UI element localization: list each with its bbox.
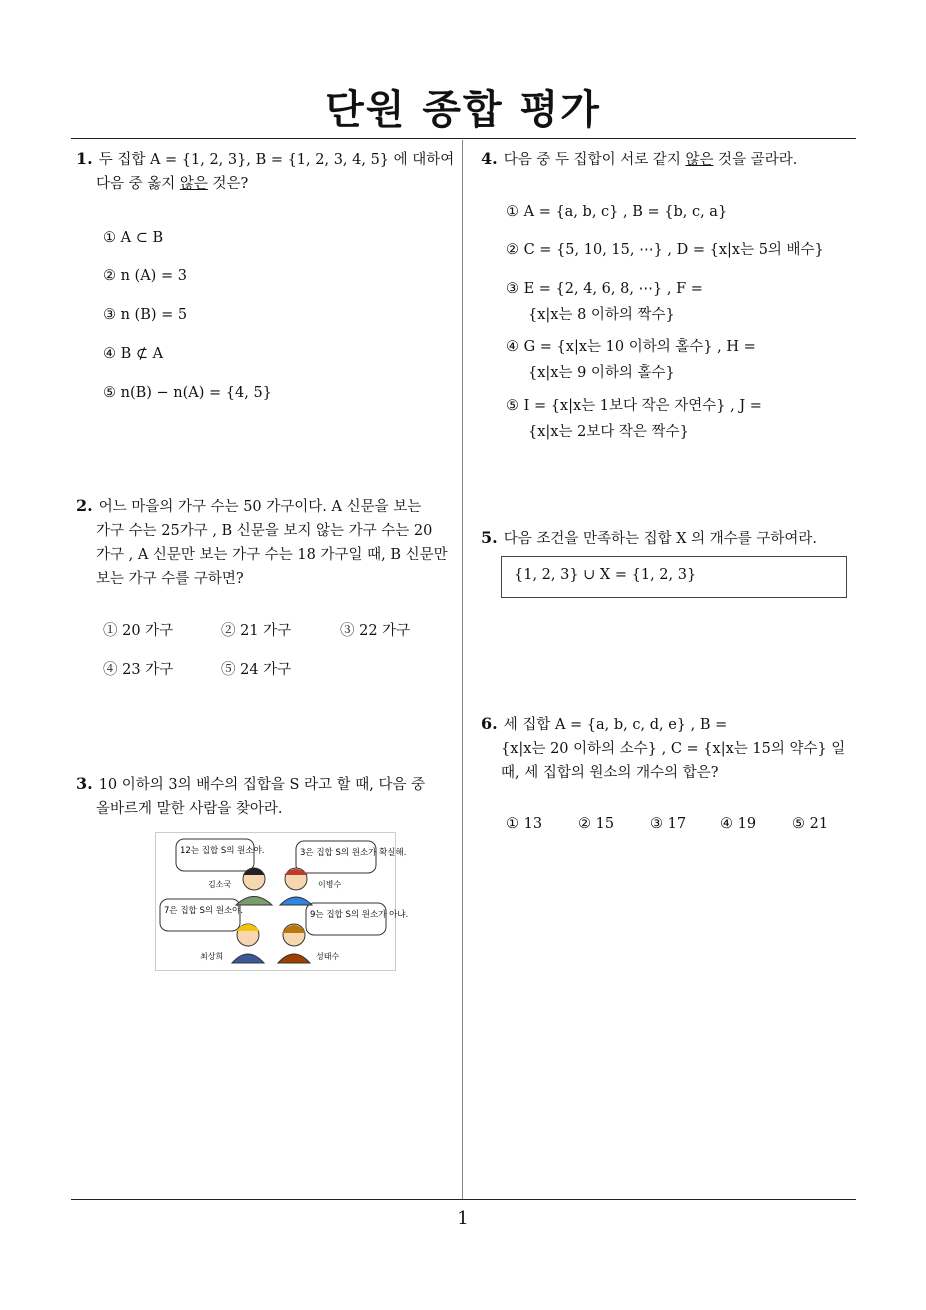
- question-6: [481, 712, 861, 785]
- question-text: 두 집합 A = {1, 2, 3}, B = {1, 2, 3, 4, 5} 에 대하여: [98, 152, 455, 168]
- bottom-rule: [71, 1199, 856, 1200]
- column-divider: [462, 140, 463, 1200]
- question-number: 4.: [481, 149, 498, 168]
- q6-option-5[interactable]: ⑤ 21: [792, 816, 829, 832]
- character-name-1: 김소국: [208, 880, 232, 889]
- question-number: 1.: [76, 149, 93, 168]
- question-text: 다음 중 옳지: [96, 176, 180, 192]
- bubble-text-2: 3은 집합 S의 원소가 확실해.: [300, 848, 407, 858]
- question-4: [481, 147, 861, 172]
- option-line: ⑤ I = {x|x는 1보다 작은 자연수} , J =: [506, 398, 762, 414]
- question-number: 6.: [481, 714, 498, 733]
- option-line: ③ E = {2, 4, 6, 8, ⋯} , F =: [506, 281, 703, 297]
- character-name-3: 최상희: [200, 952, 224, 961]
- option-line: {x|x는 2보다 작은 짝수}: [528, 424, 689, 440]
- character-4: [278, 924, 310, 963]
- question-5: [481, 526, 861, 551]
- question-number: 2.: [76, 496, 93, 515]
- question-text: 보는 가구 수를 구하면?: [96, 571, 244, 587]
- question-text: {x|x는 20 이하의 소수} , C = {x|x는 15의 약수} 일: [501, 741, 846, 757]
- question-3: [76, 772, 458, 821]
- q1-option-1[interactable]: ① A ⊂ B: [103, 230, 164, 246]
- underlined-text: 않은: [685, 152, 714, 168]
- question-number: 3.: [76, 774, 93, 793]
- q4-option-3[interactable]: [506, 279, 703, 325]
- q2-option-1[interactable]: ① 20 가구: [103, 623, 174, 639]
- q2-option-3[interactable]: ③ 22 가구: [340, 623, 411, 639]
- underlined-text: 않은: [179, 176, 208, 192]
- bubble-text-3: 7은 집합 S의 원소야.: [164, 906, 244, 916]
- q2-option-5[interactable]: ⑤ 24 가구: [221, 662, 292, 678]
- character-1: [236, 868, 272, 905]
- q1-option-3[interactable]: ③ n (B) = 5: [103, 307, 188, 323]
- bubble-text-1: 12는 집합 S의 원소야.: [180, 846, 265, 856]
- question-text: 세 집합 A = {a, b, c, d, e} , B =: [503, 717, 728, 733]
- question-1: [76, 147, 458, 196]
- character-2: [280, 868, 312, 905]
- q6-option-2[interactable]: ② 15: [578, 816, 615, 832]
- page-number: 1: [457, 1208, 469, 1229]
- q1-option-4[interactable]: ④ B ⊄ A: [103, 346, 164, 362]
- option-line: ④ G = {x|x는 10 이하의 홀수} , H =: [506, 339, 756, 355]
- q4-option-2[interactable]: ② C = {5, 10, 15, ⋯} , D = {x|x는 5의 배수}: [506, 242, 824, 258]
- question-text: 어느 마을의 가구 수는 50 가구이다. A 신문을 보는: [98, 499, 422, 515]
- q6-option-4[interactable]: ④ 19: [720, 816, 757, 832]
- question-text: 가구 수는 25가구 , B 신문을 보지 않는 가구 수는 20: [96, 523, 433, 539]
- page-title: 단원 종합 평가: [325, 87, 601, 133]
- question-text: 10 이하의 3의 배수의 집합을 S 라고 할 때, 다음 중: [98, 777, 426, 793]
- bubble-text-4: 9는 집합 S의 원소가 아냐.: [310, 910, 409, 920]
- q2-option-4[interactable]: ④ 23 가구: [103, 662, 174, 678]
- q2-option-2[interactable]: ② 21 가구: [221, 623, 292, 639]
- question-text: 올바르게 말한 사람을 찾아라.: [96, 801, 283, 817]
- q1-option-5[interactable]: ⑤ n(B) − n(A) = {4, 5}: [103, 385, 272, 401]
- q6-option-3[interactable]: ③ 17: [650, 816, 687, 832]
- cartoon-svg: [156, 833, 409, 970]
- q4-option-4[interactable]: [506, 337, 756, 383]
- character-name-4: 성태수: [316, 952, 340, 961]
- option-line: {x|x는 8 이하의 짝수}: [528, 307, 675, 323]
- q6-option-1[interactable]: ① 13: [506, 816, 543, 832]
- q4-option-1[interactable]: ① A = {a, b, c} , B = {b, c, a}: [506, 204, 728, 220]
- question-text: 것은?: [207, 176, 249, 192]
- question-text: 때, 세 집합의 원소의 개수의 합은?: [501, 765, 719, 781]
- q1-option-2[interactable]: ② n (A) = 3: [103, 268, 187, 284]
- character-name-2: 이병수: [318, 880, 342, 889]
- option-line: {x|x는 9 이하의 홀수}: [528, 365, 675, 381]
- question-text: 가구 , A 신문만 보는 가구 수는 18 가구일 때, B 신문만: [96, 547, 448, 563]
- question-number: 5.: [481, 528, 498, 547]
- cartoon-illustration: [155, 832, 409, 971]
- question-text: 다음 중 두 집합이 서로 같지: [503, 152, 686, 168]
- question-2: [76, 494, 458, 591]
- condition-box: {1, 2, 3} ∪ X = {1, 2, 3}: [501, 556, 847, 598]
- q4-option-5[interactable]: [506, 396, 762, 442]
- question-text: 다음 조건을 만족하는 집합 X 의 개수를 구하여라.: [503, 531, 818, 547]
- top-rule: [71, 138, 856, 139]
- question-text: 것을 골라라.: [713, 152, 798, 168]
